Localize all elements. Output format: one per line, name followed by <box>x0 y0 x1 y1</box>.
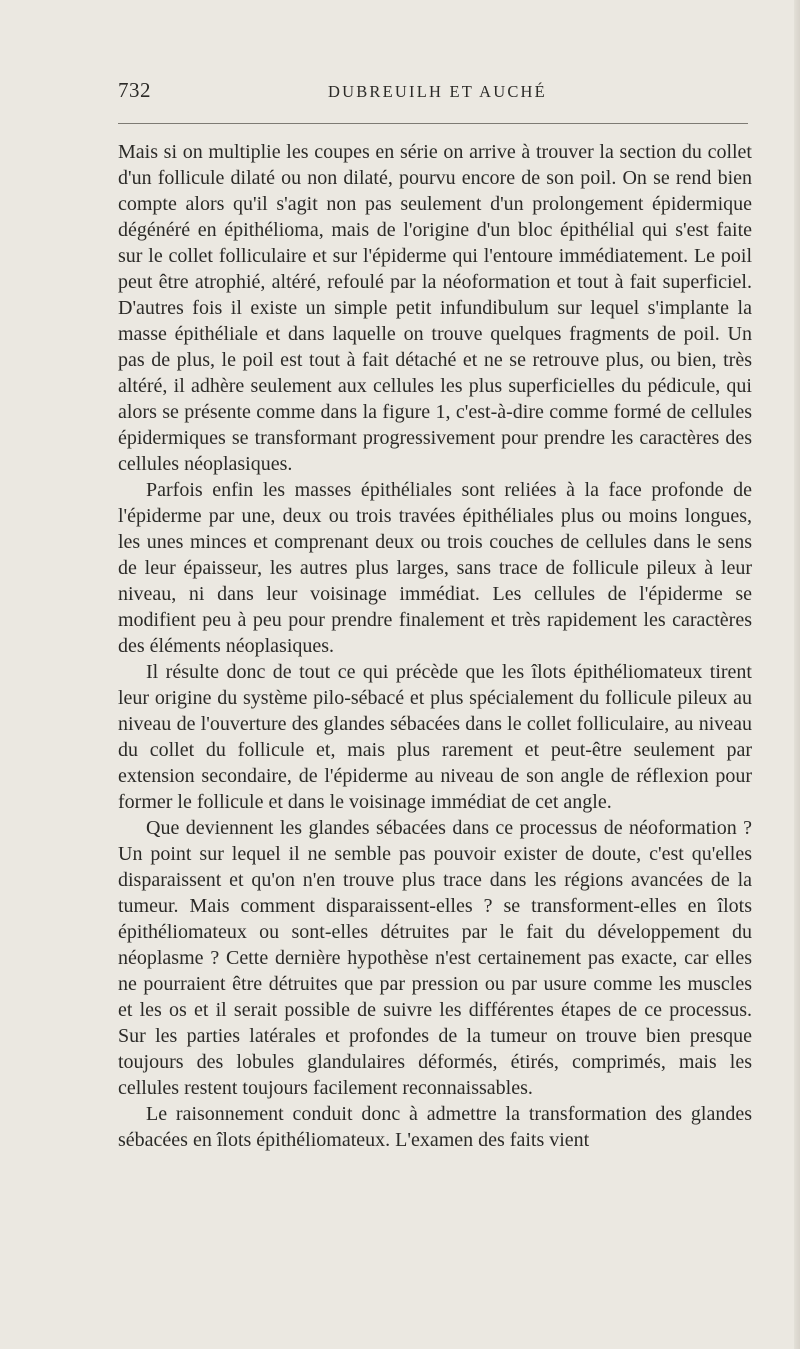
paragraph-2: Parfois enfin les masses épithéliales sont reliées à la face profonde de l'épiderme par une, deux ou trois travées épithéliales plus ou moins longues, les unes minces et comprenant deux ou trois couches de cellules dans le sens de leur épaisseur, les autres plus larges, sans trace de follicule pileux à leur niveau, ni dans leur voisinage immédiat. Les cellules de l'épiderme se modifient peu à peu pour prendre finalement et très rapidement les caractères des éléments néoplasiques. <box>118 479 752 657</box>
running-head: DUBREUILH ET AUCHÉ <box>328 82 547 101</box>
paragraph-5: Le raisonnement conduit donc à admettre la transformation des glandes sébacées en îlots épithéliomateux. L'examen des faits vient <box>118 1103 752 1151</box>
page-header <box>118 78 748 108</box>
paragraph-1: Mais si on multiplie les coupes en série on arrive à trouver la section du collet d'un follicule dilaté ou non dilaté, pourvu encore de son poil. On se rend bien compte alors qu'il s'agit non pas seulement d'un prolongement épidermique dégénéré en épithélioma, mais de l'origine d'un bloc épithélial qui s'est faite sur le collet folliculaire et sur l'épiderme qui l'entoure immédiatement. Le poil peut être atrophié, altéré, refoulé par la néoformation et tout à fait superficiel. D'autres fois il existe un simple petit infundibulum sur lequel s'implante la masse épithéliale et dans laquelle on trouve quelques fragments de poil. Un pas de plus, le poil est tout à fait détaché et ne se retrouve plus, ou bien, très altéré, il adhère seulement aux cellules les plus superficielles du pédicule, qui alors se présente comme dans la figure 1, c'est-à-dire comme formé de cellules épidermiques se transformant progressivement pour prendre les caractères des cellules néoplasiques. <box>118 141 752 475</box>
paragraph-3: Il résulte donc de tout ce qui précède que les îlots épithéliomateux tirent leur origine du système pilo-sébacé et plus spécialement du follicule pileux au niveau de l'ouverture des glandes sébacées dans le collet folliculaire, au niveau du collet du follicule et, mais plus rarement et peut-être seulement par extension secondaire, de l'épiderme au niveau de son angle de réflexion pour former le follicule et dans le voisinage immédiat de cet angle. <box>118 661 752 813</box>
body-text <box>118 139 752 1153</box>
page-number: 732 <box>118 78 151 102</box>
header-rule <box>118 123 748 124</box>
paragraph-4: Que deviennent les glandes sébacées dans ce processus de néoformation ? Un point sur lequel il ne semble pas pouvoir exister de doute, c'est qu'elles disparaissent et qu'on n'en trouve plus trace dans les régions avancées de la tumeur. Mais comment disparaissent-elles ? se transforment-elles en îlots épithéliomateux ou sont-elles détruites par le fait du développement du néoplasme ? Cette dernière hypothèse n'est certainement pas exacte, car elles ne pourraient être détruites que par pression ou par usure comme les muscles et les os et il serait possible de suivre les différentes étapes de ce processus. Sur les parties latérales et profondes de la tumeur on trouve bien presque toujours des lobules glandulaires déformés, étirés, comprimés, mais les cellules restent toujours facilement reconnaissables. <box>118 817 752 1099</box>
page-edge <box>794 0 800 1349</box>
